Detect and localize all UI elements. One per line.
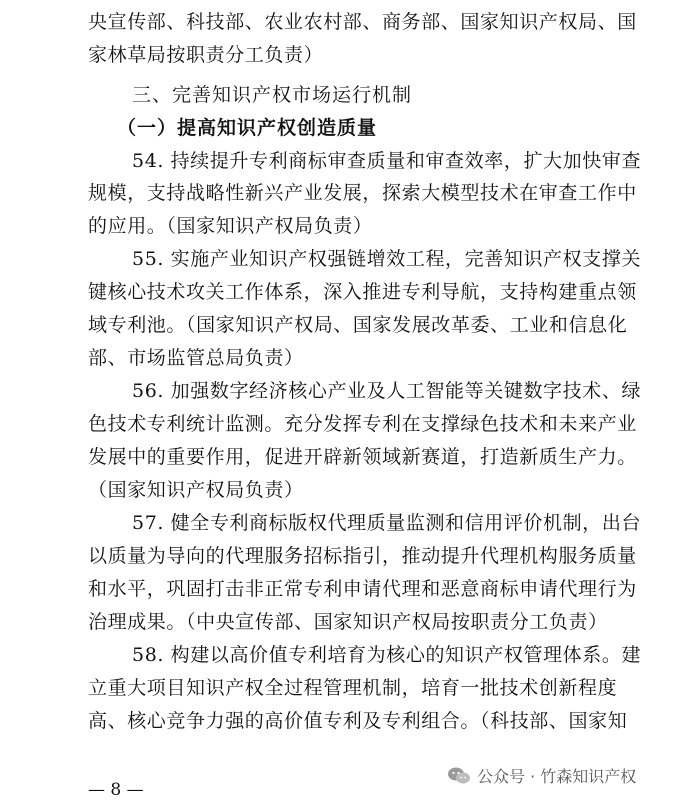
watermark	[447, 764, 636, 787]
text-line: 家林草局按职责分工负责）	[88, 44, 324, 66]
section-heading: 三、完善知识产权市场运行机制	[132, 84, 413, 106]
paragraph-55-line: 域专利池。（国家知识产权局、国家发展改革委、工业和信息化	[88, 314, 628, 336]
page-number: — 8 —	[88, 780, 144, 800]
watermark-text: 公众号 · 竹森知识产权	[477, 767, 637, 786]
subsection-heading: （一）提高知识产权创造质量	[117, 117, 378, 139]
paragraph-56-line: 色技术专利统计监测。充分发挥专利在支撑绿色技术和未来产业	[88, 413, 637, 435]
paragraph-55-line: 55. 实施产业知识产权强链增效工程，完善知识产权支撑关	[132, 248, 642, 270]
text-line: 央宣传部、科技部、农业农村部、商务部、国家知识产权局、国	[88, 11, 637, 33]
paragraph-56-line: 发展中的重要作用，促进开辟新领域新赛道，打造新质生产力。	[88, 446, 637, 468]
paragraph-57-line: 以质量为导向的代理服务招标指引，推动提升代理机构服务质量	[88, 545, 637, 567]
paragraph-58-line: 58. 构建以高价值专利培育为核心的知识产权管理体系。建	[132, 644, 642, 666]
paragraph-58-line: 高、核心竞争力强的高价值专利及专利组合。（科技部、国家知	[88, 710, 628, 732]
paragraph-57-line: 和水平，巩固打击非正常专利申请代理和恶意商标申请代理行为	[88, 578, 637, 600]
paragraph-57-line: 57. 健全专利商标版权代理质量监测和信用评价机制，出台	[132, 512, 642, 534]
wechat-icon	[447, 766, 471, 786]
paragraph-56-line: （国家知识产权局负责）	[88, 479, 304, 501]
paragraph-55-line: 部、市场监管总局负责）	[88, 347, 304, 369]
paragraph-57-line: 治理成果。（中央宣传部、国家知识产权局按职责分工负责）	[88, 611, 608, 633]
paragraph-54-line: 的应用。（国家知识产权局负责）	[88, 215, 373, 237]
paragraph-58-line: 立重大项目知识产权全过程管理机制，培育一批技术创新程度	[88, 677, 618, 699]
paragraph-54-line: 规模，支持战略性新兴产业发展，探索大模型技术在审查工作中	[88, 182, 637, 204]
paragraph-55-line: 键核心技术攻关工作体系，深入推进专利导航，支持构建重点领	[88, 281, 637, 303]
paragraph-56-line: 56. 加强数字经济核心产业及人工智能等关键数字技术、绿	[132, 380, 642, 402]
paragraph-54-line: 54. 持续提升专利商标审查质量和审查效率，扩大加快审查	[132, 150, 642, 172]
